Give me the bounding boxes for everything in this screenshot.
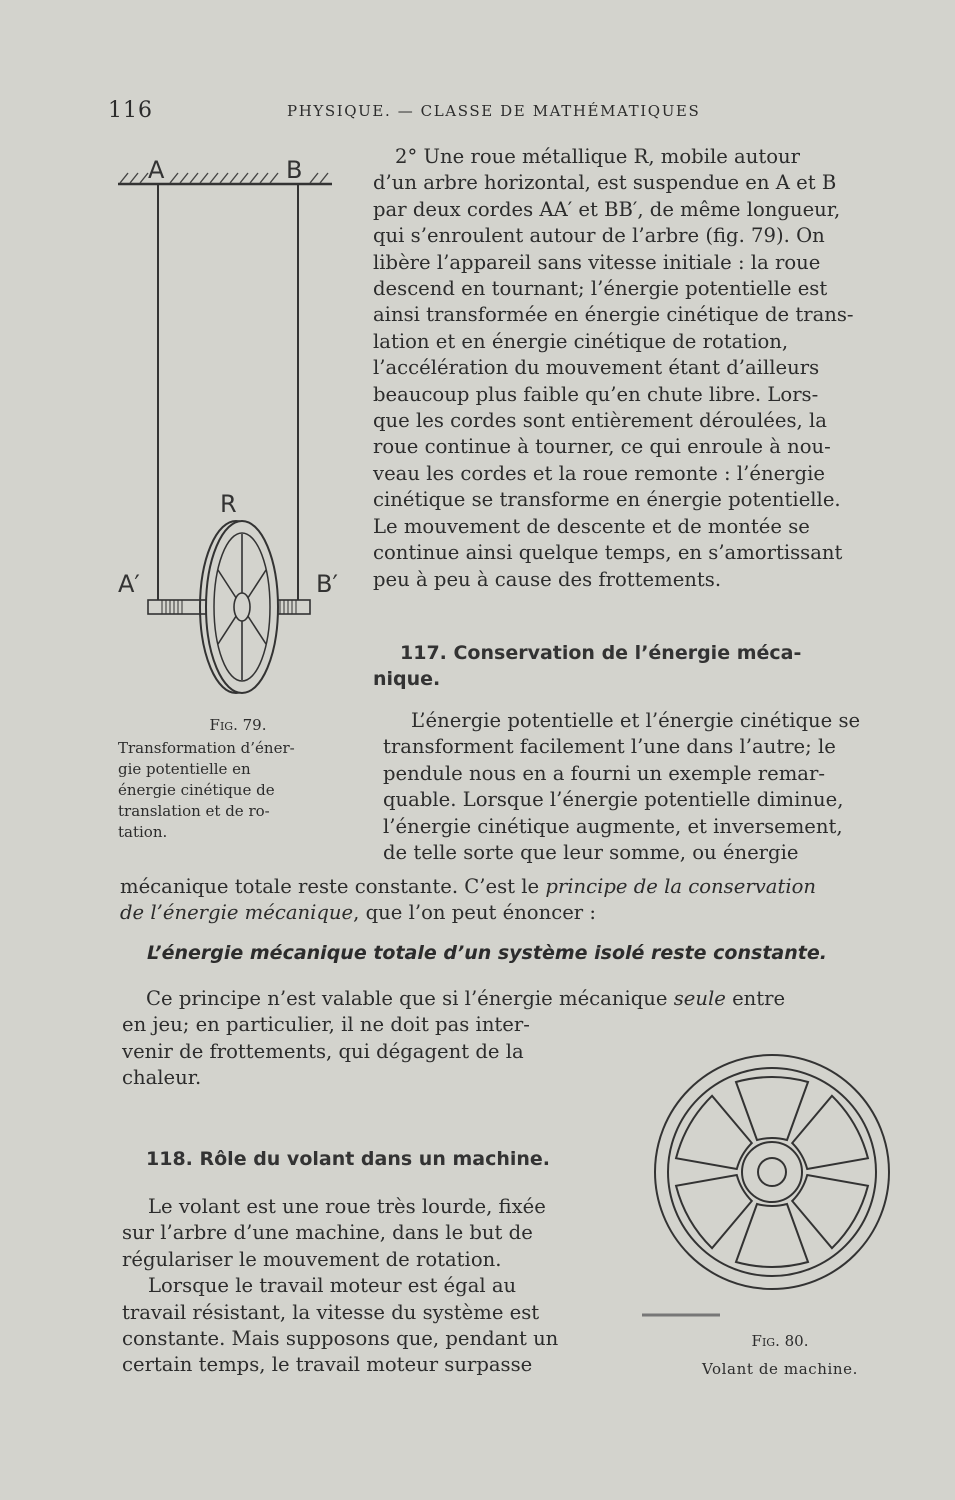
fig79-caption-title: Fig. 79. bbox=[209, 716, 267, 734]
label-b: B bbox=[286, 156, 303, 184]
section-117-heading: 117. Conservation de l’énergie méca- nique. bbox=[373, 642, 802, 690]
section-117-paragraph: L’énergie potentielle et l’énergie cinétique se transforment facilement l’une dans l’autre; le pendule nous en a fourni un exemple remar- quable. Lorsque l’énergie potentielle diminue, l’énergie cinétique augmente, et inversement, de telle sorte que leur somme, ou énergie bbox=[383, 709, 861, 865]
running-header: PHYSIQUE. — CLASSE DE MATHÉMATIQUES bbox=[287, 102, 701, 120]
figure-79 bbox=[110, 150, 350, 705]
flywheel-hub-outer bbox=[742, 1142, 802, 1202]
fig80-caption-title: Fig. 80. bbox=[751, 1332, 809, 1350]
label-a-prime: A′ bbox=[118, 570, 140, 598]
label-a: A bbox=[148, 156, 165, 184]
flywheel-spoke-openings bbox=[672, 1077, 873, 1267]
flywheel-outer-rim bbox=[655, 1055, 889, 1289]
fig79-caption: Transformation d’éner- gie potentielle en énergie cinétique de translation et de ro- tation. bbox=[118, 739, 295, 841]
paragraph-suspended-wheel: 2° Une roue métallique R, mobile autour d’un arbre horizontal, est suspendue en A et B par deux cordes AA′ et BB′, de même longueur, qui s’enroulent autour de l’arbre (fig. 79). On libère l’appareil sans vitesse initiale : la roue descend en tournant; l’énergie potentielle est ainsi transformée en énergie cinétique de trans- lation et en énergie cinétique de rotation, l’accélération du mouvement étant d’ailleurs beaucoup plus faible qu’en chute libre. Lors- que les cordes sont entièrement déroulées, la roue continue à tourner, ce qui enroule à nou- veau les cordes et la roue remonte : l’énergie cinétique se transforme en énergie potentielle. Le mouvement de descente et de montée se continue ainsi quelque temps, en s’amortissant peu à peu à cause des frottements. bbox=[373, 145, 854, 591]
label-r: R bbox=[220, 490, 237, 518]
conservation-principle-statement: L’énergie mécanique totale d’un système isolé reste constante. bbox=[147, 942, 827, 964]
paragraph-principle: Ce principe n’est valable que si l’énergie mécanique seule entre en jeu; en particulier, il ne doit pas inter- venir de frottements, qui dégagent de la chaleur. bbox=[122, 987, 786, 1090]
wheel-hub bbox=[234, 593, 250, 621]
figure-80 bbox=[640, 1052, 900, 1322]
flywheel-hub-inner bbox=[758, 1158, 786, 1186]
section-117-paragraph-end: mécanique totale reste constante. C’est le principe de la conservation de l’énergie mécanique, que l’on peut énoncer : bbox=[120, 875, 817, 925]
section-118-heading: 118. Rôle du volant dans un machine. bbox=[146, 1148, 551, 1170]
label-b-prime: B′ bbox=[316, 570, 338, 598]
fig80-caption: Volant de machine. bbox=[701, 1360, 859, 1378]
section-118-paragraph: Le volant est une roue très lourde, fixée sur l’arbre d’une machine, dans le but de régulariser le mouvement de rotation. Lorsque le travail moteur est égal au travail résistant, la vitesse du système est constante. Mais supposons que, pendant un certain temps, le travail moteur surpasse bbox=[122, 1195, 559, 1377]
page-number: 116 bbox=[108, 98, 153, 123]
flywheel-inner-rim bbox=[668, 1068, 876, 1276]
